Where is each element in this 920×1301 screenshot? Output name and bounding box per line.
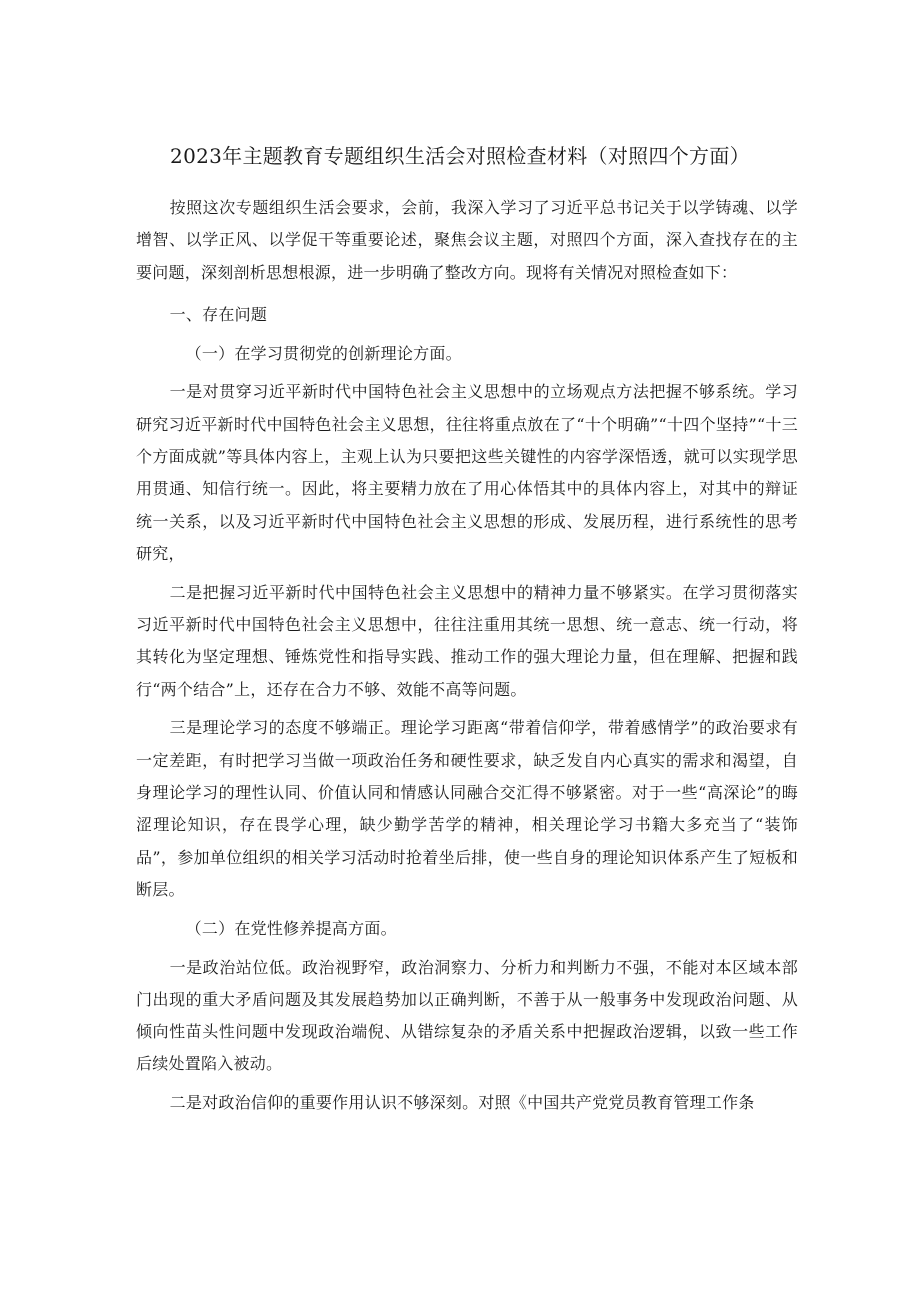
- body-paragraph: 二是对政治信仰的重要作用认识不够深刻。对照《中国共产党党员教育管理工作条: [169, 1093, 755, 1113]
- body-paragraph: 一是政治站位低。政治视野窄，政治洞察力、分析力和判断力不强，不能对本区域本部门出现的重大矛盾问题及其发展趋势加以正确判断，不善于从一般事务中发现政治问题、从倾向性苗头性问题中发现政治端倪、从错综复杂的矛盾关系中把握政治逻辑，以致一些工作后续处置陷入被动。: [136, 957, 798, 1074]
- body-paragraph: 三是理论学习的态度不够端正。理论学习距离“带着信仰学，带着感情学”的政治要求有一定差距，有时把学习当做一项政治任务和硬性要求，缺乏发自内心真实的需求和渴望，自身理论学习的理性认同、价值认同和情感认同融合交汇得不够紧密。对于一些“高深论”的晦涩理论知识，存在畏学心理，缺少勤学苦学的精神，相关理论学习书籍大多充当了“装饰品”，参加单位组织的相关学习活动时抢着坐后排，使一些自身的理论知识体系产生了短板和断层。: [136, 718, 798, 899]
- body-paragraph: 二是把握习近平新时代中国特色社会主义思想中的精神力量不够紧实。在学习贯彻落实习近平新时代中国特色社会主义思想中，往往注重用其统一思想、统一意志、统一行动，将其转化为坚定理想、锤炼党性和指导实践、推动工作的强大理论力量，但在理解、把握和践行“两个结合”上，还存在合力不够、效能不高等问题。: [136, 582, 798, 699]
- body-paragraph: 一是对贯穿习近平新时代中国特色社会主义思想中的立场观点方法把握不够系统。学习研究习近平新时代中国特色社会主义思想，往往将重点放在了“十个明确”“十四个坚持”“十三个方面成就”等具体内容上，主观上认为只要把这些关键性的内容学深悟透，就可以实现学思用贯通、知信行统一。因此，将主要精力放在了用心体悟其中的具体内容上，对其中的辩证统一关系，以及习近平新时代中国特色社会主义思想的形成、发展历程，进行系统性的思考研究，: [136, 382, 798, 563]
- intro-paragraph: 按照这次专题组织生活会要求，会前，我深入学习了习近平总书记关于以学铸魂、以学增智、以学正风、以学促干等重要论述，聚焦会议主题，对照四个方面，深入查找存在的主要问题，深刻剖析思想根源，进一步明确了整改方向。现将有关情况对照检查如下：: [136, 198, 798, 282]
- document-body: [136, 192, 798, 1126]
- section-heading-problems: 一、存在问题: [169, 304, 268, 324]
- document-title: 2023年主题教育专题组织生活会对照检查材料（对照四个方面）: [170, 144, 750, 168]
- subsection-heading-theory: （一）在学习贯彻党的创新理论方面。: [185, 343, 462, 363]
- subsection-heading-party-spirit: （二）在党性修养提高方面。: [185, 918, 397, 938]
